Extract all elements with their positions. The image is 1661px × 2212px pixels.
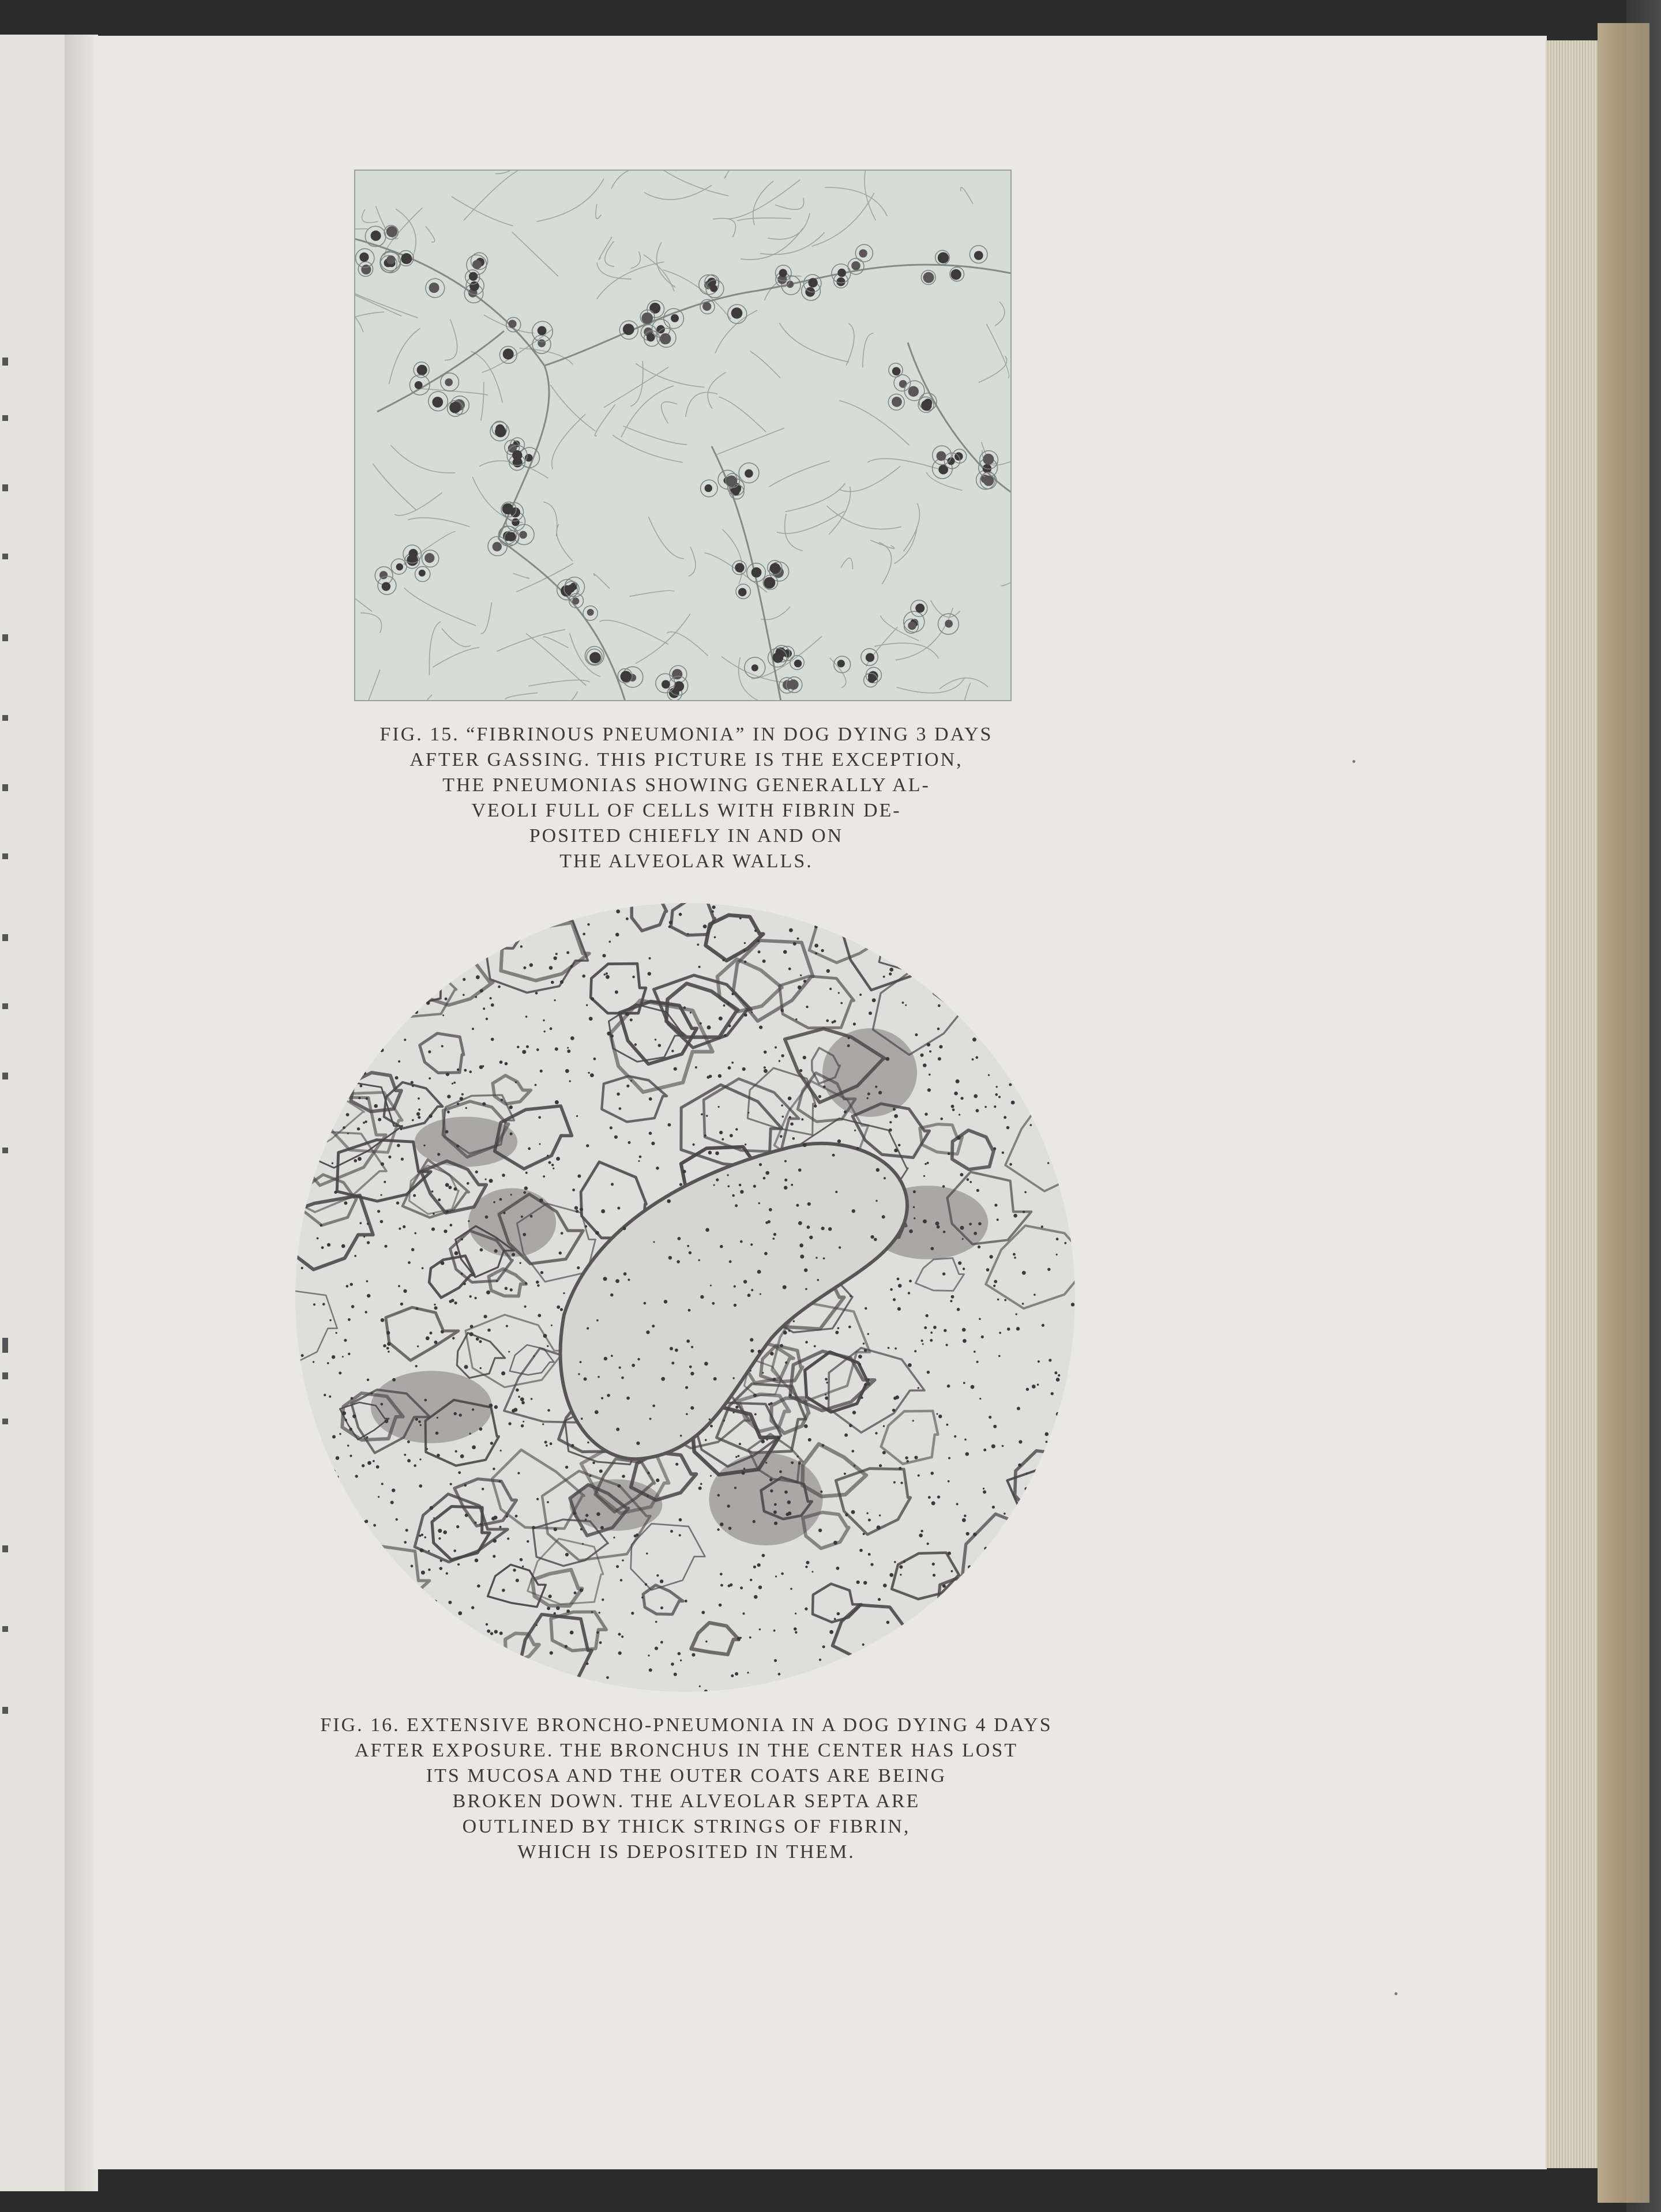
caption-line: ITS MUCOSA AND THE OUTER COATS ARE BEING xyxy=(426,1765,947,1786)
caption-line: THE ALVEOLAR WALLS. xyxy=(559,851,813,872)
caption-line: AFTER EXPOSURE. THE BRONCHUS IN THE CENTER HAS LOST xyxy=(354,1740,1019,1761)
scanner-edge xyxy=(1626,0,1661,2212)
caption-line: THE PNEUMONIAS SHOWING GENERALLY AL- xyxy=(442,774,930,796)
caption-line: VEOLI FULL OF CELLS WITH FIBRIN DE- xyxy=(471,800,901,821)
caption-line: FIG. 16. EXTENSIVE BRONCHO-PNEUMONIA IN A DOG DYING 4 DAYS xyxy=(320,1714,1053,1736)
figure-15-illustration xyxy=(354,170,1012,701)
caption-line: BROKEN DOWN. THE ALVEOLAR SEPTA ARE xyxy=(452,1790,920,1812)
previous-page-edge xyxy=(0,35,68,2191)
page-speck xyxy=(1395,1992,1397,1995)
caption-line: FIG. 15. “FIBRINOUS PNEUMONIA” IN DOG DYING 3 DAYS xyxy=(379,724,993,745)
figure-16-illustration xyxy=(293,900,1077,1695)
caption-line: WHICH IS DEPOSITED IN THEM. xyxy=(517,1841,855,1863)
caption-line: AFTER GASSING. THIS PICTURE IS THE EXCEPTION, xyxy=(409,749,963,770)
figure-16-caption xyxy=(254,1713,1119,1865)
page-speck xyxy=(1352,760,1355,763)
figure-15-micrograph xyxy=(354,170,1012,701)
caption-line: POSITED CHIEFLY IN AND ON xyxy=(529,825,844,847)
figure-16-micrograph xyxy=(293,900,1077,1695)
figure-15-caption xyxy=(311,722,1061,874)
caption-line: OUTLINED BY THICK STRINGS OF FIBRIN, xyxy=(462,1816,911,1837)
